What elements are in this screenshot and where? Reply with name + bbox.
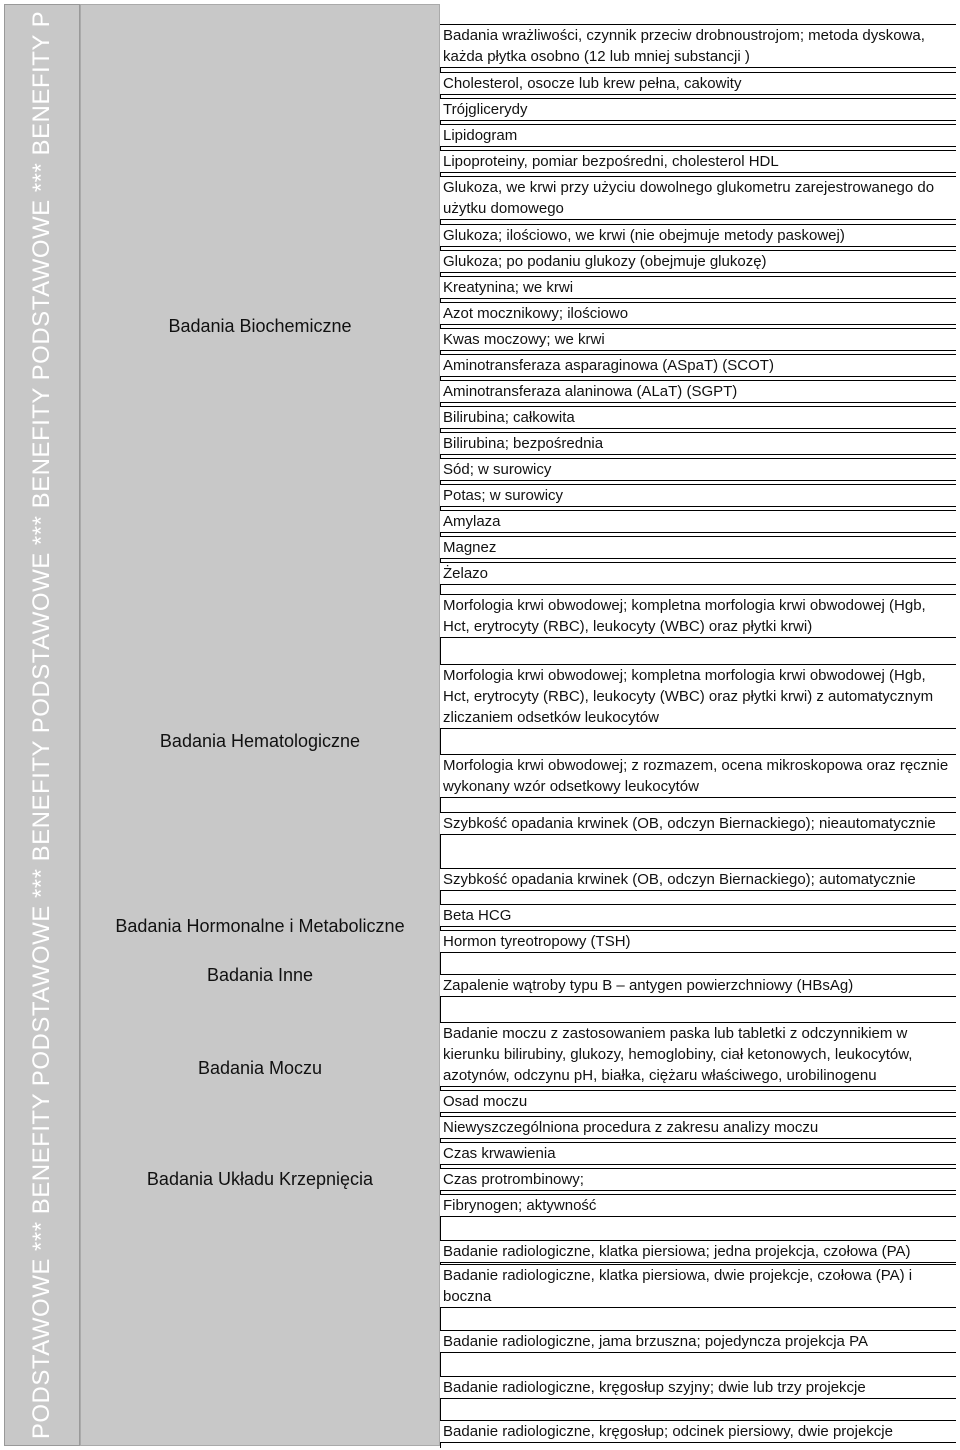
list-item: Bilirubina; bezpośrednia [440,432,956,455]
category-column [80,4,440,1446]
list-item: Zapalenie wątroby typu B – antygen powierzchniowy (HBsAg) [440,974,956,997]
category-coagulation: Badania Układu Krzepnięcia [146,1169,374,1189]
list-item: Badanie radiologiczne, kręgosłup szyjny; dwie lub trzy projekcje [440,1376,956,1399]
side-banner-text: PODSTAWOWE *** BENEFITY PODSTAWOWE *** BENEFITY PODSTAWOWE *** BENEFITY PODSTAWOWE *** BENEFITY P [28,10,55,1440]
list-item: Szybkość opadania krwinek (OB, odczyn Biernackiego); automatycznie [440,868,956,891]
list-item: Hormon tyreotropowy (TSH) [440,930,956,953]
list-item: Lipidogram [440,124,956,147]
list-item: Magnez [440,536,956,559]
list-item: Beta HCG [440,904,956,927]
list-item: Osad moczu [440,1090,956,1113]
list-item: Amylaza [440,510,956,533]
list-item: Czas krwawienia [440,1142,956,1165]
list-item: Fibrynogen; aktywność [440,1194,956,1217]
list-item: Sód; w surowicy [440,458,956,481]
side-banner [4,4,80,1446]
list-item: Badanie radiologiczne, klatka piersiowa, dwie projekcje, czołowa (PA) i boczna [440,1264,956,1308]
list-item: Kwas moczowy; we krwi [440,328,956,351]
list-item: Badania wrażliwości, czynnik przeciw drobnoustrojom; metoda dyskowa, każda płytka osobno (12 lub mniej substancji ) [440,24,956,68]
list-item: Badanie radiologiczne, klatka piersiowa; jedna projekcja, czołowa (PA) [440,1240,956,1263]
list-item: Glukoza; po podaniu glukozy (obejmuje glukozę) [440,250,956,273]
category-biochemical: Badania Biochemiczne [168,316,352,336]
category-urine: Badania Moczu [197,1058,323,1078]
category-hormonal-metabolic: Badania Hormonalne i Metaboliczne [115,916,405,936]
list-item: Aminotransferaza alaninowa (ALaT) (SGPT) [440,380,956,403]
list-item: Kreatynina; we krwi [440,276,956,299]
list-item: Potas; w surowicy [440,484,956,507]
list-item: Cholesterol, osocze lub krew pełna, cakowity [440,72,956,95]
list-item: Szybkość opadania krwinek (OB, odczyn Biernackiego); nieautomatycznie [440,812,956,835]
list-item: Żelazo [440,562,956,585]
list-item: Glukoza, we krwi przy użyciu dowolnego glukometru zarejestrowanego do użytku domowego [440,176,956,220]
list-item: Bilirubina; całkowita [440,406,956,429]
list-item: Czas protrombinowy; [440,1168,956,1191]
list-item: Morfologia krwi obwodowej; kompletna morfologia krwi obwodowej (Hgb, Hct, erytrocyty (RBC), leukocyty (WBC) oraz płytki krwi) [440,594,956,638]
list-item: Badanie radiologiczne, jama brzuszna; pojedyncza projekcja PA [440,1330,956,1353]
category-other: Badania Inne [206,965,314,985]
list-item: Azot mocznikowy; ilościowo [440,302,956,325]
list-item: Morfologia krwi obwodowej; z rozmazem, ocena mikroskopowa oraz ręcznie wykonany wzór odsetkowy leukocytów [440,754,956,798]
list-item: Badanie radiologiczne, kręgosłup; odcinek piersiowy, dwie projekcje [440,1420,956,1443]
list-item: Aminotransferaza asparaginowa (ASpaT) (SCOT) [440,354,956,377]
list-item: Morfologia krwi obwodowej; kompletna morfologia krwi obwodowej (Hgb, Hct, erytrocyty (RBC), leukocyty (WBC) oraz płytki krwi) z automatycznym zliczaniem odsetków leukocytów [440,664,956,729]
list-item: Glukoza; ilościowo, we krwi (nie obejmuje metody paskowej) [440,224,956,247]
category-hematological: Badania Hematologiczne [159,731,361,751]
list-item: Trójglicerydy [440,98,956,121]
list-item: Lipoproteiny, pomiar bezpośredni, cholesterol HDL [440,150,956,173]
list-item: Niewyszczególniona procedura z zakresu analizy moczu [440,1116,956,1139]
list-item: Badanie moczu z zastosowaniem paska lub tabletki z odczynnikiem w kierunku bilirubiny, glukozy, hemoglobiny, ciał ketonowych, leukocytów, azotynów, odczynu pH, białka, ciężaru właściwego, urobilinogenu [440,1022,956,1087]
